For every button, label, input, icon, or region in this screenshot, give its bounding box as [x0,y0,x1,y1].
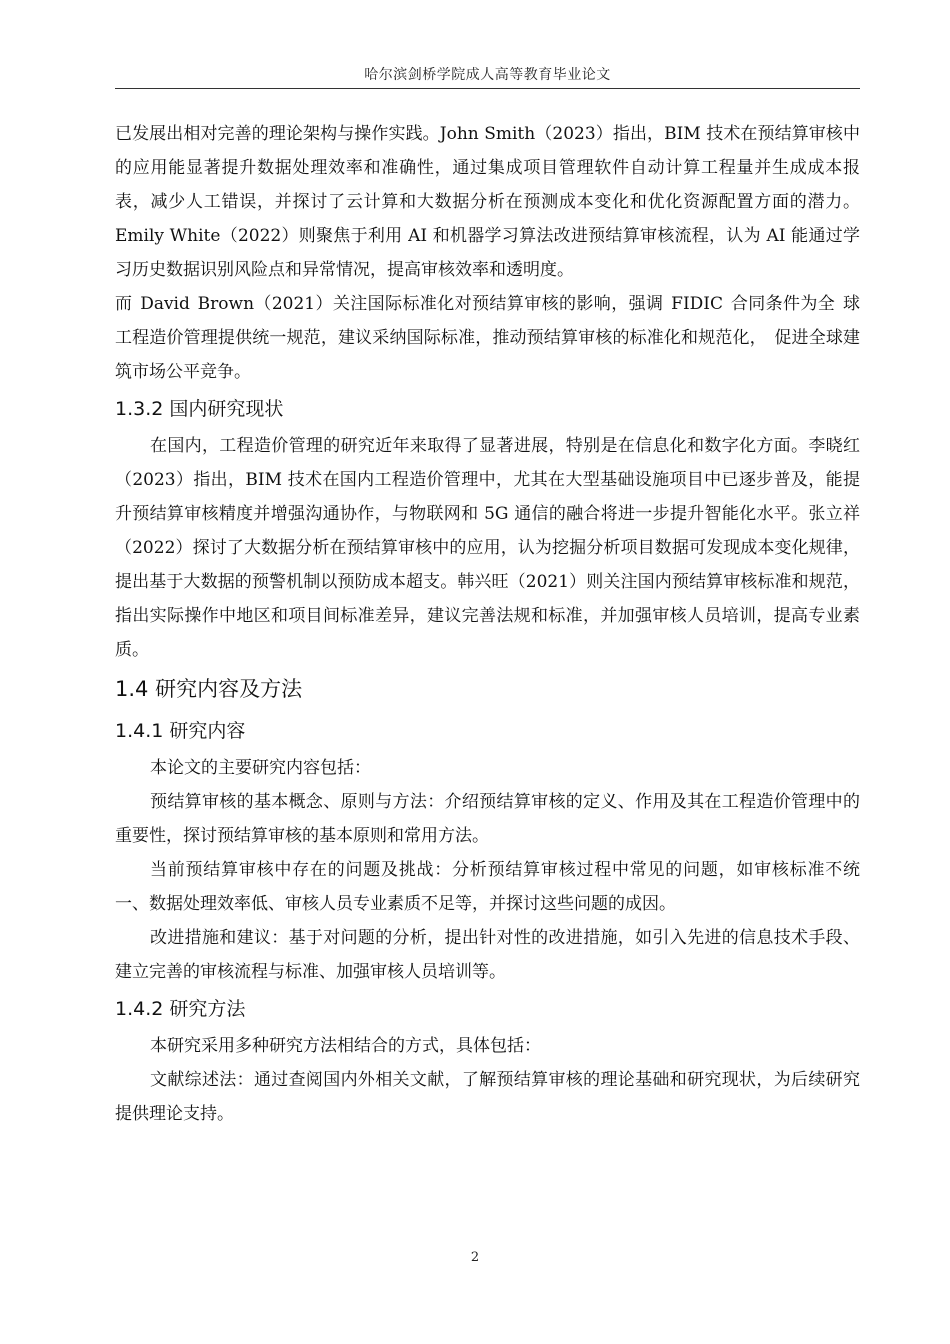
content-item-3: 改进措施和建议：基于对问题的分析，提出针对性的改进措施，如引入先进的信息技术手段、建立完善的审核流程与标准、加强审核人员培训等。 [115,928,860,982]
method-intro: 本研究采用多种研究方法相结合的方式，具体包括： [150,1036,541,1056]
heading-1-4-2: 1.4.2 研究方法 [115,998,246,1020]
heading-1-3-2: 1.3.2 国内研究现状 [115,398,284,420]
heading-1-4-1: 1.4.1 研究内容 [115,720,246,742]
body-content [115,117,860,1131]
content-intro: 本论文的主要研究内容包括： [150,758,371,778]
intro-paragraph-2: 而 David Brown（2021）关注国际标准化对预结算审核的影响，强调 FIDIC 合同条件为全 球工程造价管理提供统一规范，建议采纳国际标准，推动预结算审核的标准化和规范化， 促进全球建筑市场公平竞争。 [115,294,860,382]
intro-paragraph: 已发展出相对完善的理论架构与操作实践。John Smith（2023）指出，BIM 技术在预结算审核中的应用能显著提升数据处理效率和准确性，通过集成项目管理软件自动计算工程量并生成成本报表，减少人工错误，并探讨了云计算和大数据分析在预测成本变化和优化资源配置方面的潜力。Emily White（2022）则聚焦于利用 AI 和机器学习算法改进预结算审核流程，认为 AI 能通过学习历史数据识别风险点和异常情况，提高审核效率和透明度。 [115,124,860,280]
content-item-2: 当前预结算审核中存在的问题及挑战：分析预结算审核过程中常见的问题，如审核标准不统一、数据处理效率低、审核人员专业素质不足等，并探讨这些问题的成因。 [115,860,860,914]
content-item-1: 预结算审核的基本概念、原则与方法：介绍预结算审核的定义、作用及其在工程造价管理中的重要性，探讨预结算审核的基本原则和常用方法。 [115,792,860,846]
page-number: 2 [470,1250,480,1265]
method-item-1: 文献综述法：通过查阅国内外相关文献，了解预结算审核的理论基础和研究现状，为后续研究提供理论支持。 [115,1070,860,1124]
heading-1-4: 1.4 研究内容及方法 [115,677,303,701]
running-header: 哈尔滨剑桥学院成人高等教育毕业论文 [364,67,611,83]
header-rule [115,88,860,89]
domestic-research-paragraph: 在国内，工程造价管理的研究近年来取得了显著进展，特别是在信息化和数字化方面。李晓红（2023）指出，BIM 技术在国内工程造价管理中，尤其在大型基础设施项目中已逐步普及，能提升预结算审核精度并增强沟通协作，与物联网和 5G 通信的融合将进一步提升智能化水平。张立祥（2022）探讨了大数据分析在预结算审核中的应用，认为挖掘分析项目数据可发现成本变化规律，提出基于大数据的预警机制以预防成本超支。韩兴旺（2021）则关注国内预结算审核标准和规范，指出实际操作中地区和项目间标准差异，建议完善法规和标准，并加强审核人员培训，提高专业素质。 [115,436,860,660]
